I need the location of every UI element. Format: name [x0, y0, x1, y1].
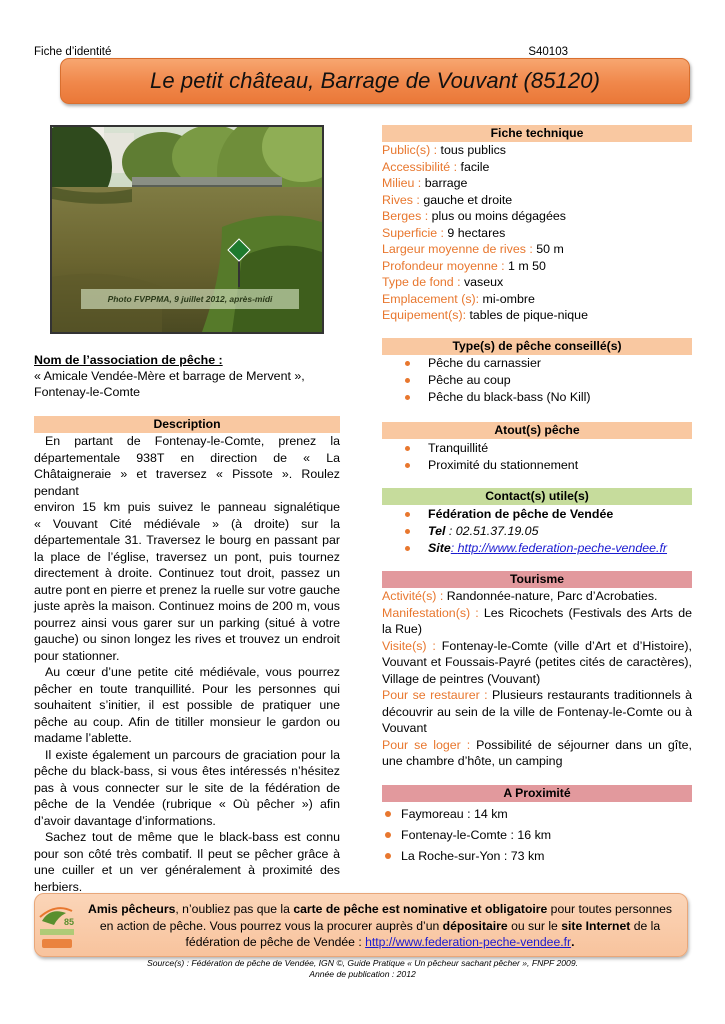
fiche-item	[382, 241, 692, 258]
association-name: « Amicale Vendée-Mère et barrage de Mervent »,	[34, 369, 305, 383]
fiche-item-value: 50 m	[532, 242, 564, 256]
fiche-item-label: Superficie :	[382, 225, 444, 240]
list-item	[382, 440, 692, 457]
description-line: gauche) ou sinon longez les rives et trouvez un endroit	[34, 632, 340, 646]
bullet-icon	[385, 832, 391, 838]
list-item-text: Faymoreau : 14 km	[401, 807, 508, 821]
tourisme-restaurer	[382, 687, 692, 737]
tourisme-manifestations	[382, 605, 692, 638]
contact-org-name: Fédération de pêche de Vendée	[428, 507, 614, 521]
description-line: Au cœur d’une petite cité médiévale, vous pourrez	[45, 665, 340, 679]
fiche-item-label: Emplacement (s):	[382, 291, 480, 306]
bullet-icon	[405, 361, 410, 366]
fiche-item-label: Largeur moyenne de rives :	[382, 242, 533, 256]
footer-t1: Amis pêcheurs	[88, 902, 176, 916]
description-line: En partant de Fontenay-le-Comte, prenez la	[45, 434, 340, 448]
footer-t6: ou sur le	[507, 918, 562, 933]
description-body	[34, 433, 340, 895]
bullet-icon	[385, 811, 391, 817]
contact-tel	[382, 523, 692, 540]
manifestations-value: Les Ricochets (Festivals des Arts de la Rue)	[382, 605, 692, 636]
proximite-heading: A Proximité	[382, 785, 692, 802]
footer-site-link[interactable]: http://www.federation-peche-vendee.fr	[365, 935, 572, 949]
contact-site-url: http://www.federation-peche-vendee.fr	[457, 541, 668, 555]
fiche-item-label: Profondeur moyenne :	[382, 258, 505, 273]
list-item	[382, 457, 692, 474]
description-line: « Vouvant Cité médiévale » (à droite) sur la	[34, 516, 340, 531]
list-item-text: Pêche du black-bass (No Kill)	[428, 390, 591, 404]
list-item	[382, 806, 692, 827]
list-item-text: La Roche-sur-Yon : 73 km	[401, 849, 545, 863]
fiche-item-label: Rives :	[382, 192, 420, 207]
description-line: d’avoir davantage d’informations.	[34, 813, 216, 828]
footer-t4: pour toutes personnes en action de pêche. Vous pourrez vous la procurer auprès d’un	[99, 902, 672, 933]
description-line: Sachez tout de même que le black-bass est connu	[45, 830, 340, 844]
bullet-icon	[405, 395, 410, 400]
fiche-item-value: tables de pique-nique	[466, 308, 588, 322]
bullet-icon	[405, 378, 410, 383]
fiche-item	[382, 192, 692, 209]
description-line: herbiers.	[34, 879, 83, 894]
tourisme-visites	[382, 638, 692, 688]
sources-line: Source(s) : Fédération de pêche de Vendée, IGN ©, Guide Pratique « Un pêcheur sachant pêcher », FNPF 2009.	[146, 958, 579, 968]
fiche-item	[382, 274, 692, 291]
fiche-item-label: Milieu :	[382, 176, 422, 190]
loger-label: Pour se loger :	[382, 737, 471, 752]
activites-value: Randonnée-nature, Parc d’Acrobaties.	[443, 589, 658, 603]
federation-logo	[36, 899, 78, 955]
fiche-item-value: vaseux	[460, 275, 504, 289]
contact-site-sep: :	[450, 541, 458, 555]
footer-t7: site Internet	[561, 918, 631, 933]
list-item-text: Fontenay-le-Comte : 16 km	[401, 828, 552, 842]
fiche-item-value: facile	[457, 159, 490, 174]
fiche-item-label: Type de fond :	[382, 275, 461, 289]
photo-caption: Photo FVPPMA, 9 juillet 2012, après-midi	[81, 289, 299, 309]
proximite-list	[382, 806, 692, 869]
page-title: Le petit château, Barrage de Vouvant (85120)	[149, 67, 600, 93]
bullet-icon	[405, 529, 410, 534]
atouts-list	[382, 440, 692, 474]
list-item	[382, 848, 692, 869]
association-heading: Nom de l’association de pêche :	[34, 353, 223, 367]
visites-label: Visite(s) :	[382, 638, 436, 653]
description-line: pas à vous connecter sur le site de la fédération de	[34, 780, 340, 795]
fiche-item-value: mi-ombre	[479, 291, 535, 306]
fiche-item-label: Equipement(s):	[382, 308, 467, 322]
doc-type-label: Fiche d’identité	[34, 46, 112, 58]
types-peche-list	[382, 355, 692, 406]
fiche-item-label: Accessibilité :	[382, 159, 458, 174]
description-line: la place de l’église, traversez un pont, puis tournez	[34, 549, 340, 564]
restaurer-label: Pour se restaurer :	[382, 688, 488, 702]
contact-tel-number: : 02.51.37.19.05	[445, 524, 539, 538]
fiche-item-value: 1 m 50	[504, 258, 546, 273]
description-paragraph	[34, 747, 340, 830]
description-line: pêcher en toute tranquillité. Pour les personnes qui	[34, 681, 340, 696]
fiche-technique-heading: Fiche technique	[382, 125, 692, 142]
list-item-text: Pêche du carnassier	[428, 356, 541, 370]
fiche-item	[382, 307, 692, 324]
fiche-item	[382, 258, 692, 275]
list-item	[382, 389, 692, 406]
publication-year: Année de publication : 2012	[309, 969, 416, 979]
footer-t9: .	[571, 935, 575, 949]
fiche-item-value: plus ou moins dégagées	[428, 209, 566, 223]
fiche-item	[382, 175, 692, 192]
fiche-item-label: Public(s) :	[382, 143, 438, 157]
description-line: environ 15 km puis suivez le panneau signalétique	[34, 500, 340, 514]
list-item-text: Tranquillité	[428, 441, 489, 455]
tourisme-heading: Tourisme	[382, 571, 692, 588]
list-item	[382, 355, 692, 372]
types-peche-heading: Type(s) de pêche conseillé(s)	[382, 338, 692, 355]
fiche-item	[382, 225, 692, 242]
fiche-item-value: barrage	[421, 176, 468, 190]
tourisme-loger	[382, 737, 692, 770]
contact-site	[382, 540, 692, 557]
manifestations-label: Manifestation(s) :	[382, 605, 479, 620]
description-line: directement à droite. Continuez tout droit, passez un	[34, 566, 340, 580]
visites-value: Fontenay-le-Comte (ville d’Art et d’Histoire), Vouvant et Foussais-Payré (petites cités de caractères), Village de peintres (Vouvant)	[382, 638, 692, 686]
description-line: pêche au coup. Afin de titiller monsieur le gardon ou	[34, 714, 340, 729]
bullet-icon	[405, 512, 410, 517]
description-line: pour son côté très combatif. Il peut se pêcher grâce à	[34, 846, 340, 861]
description-line: Il existe également un parcours de graciation pour la	[45, 747, 340, 762]
contacts-list	[382, 506, 692, 557]
contacts-heading: Contact(s) utile(s)	[382, 488, 692, 505]
description-line: départementale 31. Traversez le bourg en passant par	[34, 533, 340, 547]
fiche-item	[382, 208, 692, 225]
tourisme-activites	[382, 588, 692, 605]
list-item	[382, 827, 692, 848]
logo-text: 85	[64, 917, 75, 927]
footer-t3: carte de pêche est nominative et obligatoire	[293, 902, 548, 916]
footer-t2: , n’oubliez pas que la	[175, 902, 294, 916]
footer-notice	[82, 901, 678, 951]
description-line: autre pont en pierre et prenez la ruelle sur votre gauche	[34, 582, 340, 597]
loger-value: Possibilité de séjourner dans un gîte, une chambre d’hôte, un camping	[382, 737, 692, 768]
bullet-icon	[405, 463, 410, 468]
contact-site-link[interactable]	[451, 541, 667, 555]
description-line: pour stationner.	[34, 648, 120, 663]
list-item-text: Pêche au coup	[428, 373, 511, 387]
description-line: juste après la maison. Continuez moins de 200 m, vous	[34, 599, 340, 613]
association-city: Fontenay-le-Comte	[34, 385, 141, 399]
activites-label: Activité(s) :	[382, 589, 444, 603]
fiche-item	[382, 142, 692, 159]
fiche-item-value: tous publics	[437, 143, 506, 157]
fiche-item-value: gauche et droite	[419, 192, 513, 207]
fish-logo-icon	[36, 899, 78, 955]
description-paragraph	[34, 664, 340, 747]
description-line: pêche de la Vendée (rubrique « Où pêcher ») afin	[34, 797, 340, 811]
bullet-icon	[405, 546, 410, 551]
description-line: pêche du black-bass, si vous êtes intéressés n’hésitez	[34, 764, 340, 778]
fiche-item-value: 9 hectares	[443, 225, 506, 240]
restaurer-value: Plusieurs restaurants traditionnels à découvrir au sein de la ville de Fontenay-le-Comte ou à Vouvant	[382, 688, 692, 735]
description-line: départementale 938T en direction de « La	[34, 450, 340, 465]
fiche-item	[382, 159, 692, 176]
contact-site-label: Site	[428, 541, 451, 555]
tourisme-body	[382, 588, 692, 770]
fiche-item-label: Berges :	[382, 209, 429, 223]
description-line: Châtaigneraie » et traversez « Pissote ». Roulez pendant	[34, 467, 340, 498]
fiche-item	[382, 291, 692, 308]
footer-t8: de la fédération de pêche de Vendée :	[185, 918, 661, 949]
description-line: pourrez ainsi vous garer sur un parking (situé à votre	[34, 615, 340, 630]
list-item-text: Proximité du stationnement	[428, 458, 579, 472]
title-banner	[60, 58, 690, 104]
description-paragraph	[34, 829, 340, 895]
description-paragraph	[34, 433, 340, 664]
description-line: madame l’ablette.	[34, 731, 132, 745]
description-heading: Description	[34, 416, 340, 433]
atouts-heading: Atout(s) pêche	[382, 422, 692, 439]
fiche-technique-list	[382, 142, 692, 324]
bullet-icon	[405, 446, 410, 451]
description-line: souhaitent s’initier, il est possible de pratiquer une	[34, 698, 340, 712]
contact-org	[382, 506, 692, 523]
list-item	[382, 372, 692, 389]
description-line: une cuiller et un ver généralement à proximité des	[34, 863, 340, 877]
footer-t5: dépositaire	[442, 918, 508, 933]
contact-tel-label: Tel	[428, 524, 446, 538]
bullet-icon	[385, 853, 391, 859]
doc-code: S40103	[528, 46, 568, 58]
